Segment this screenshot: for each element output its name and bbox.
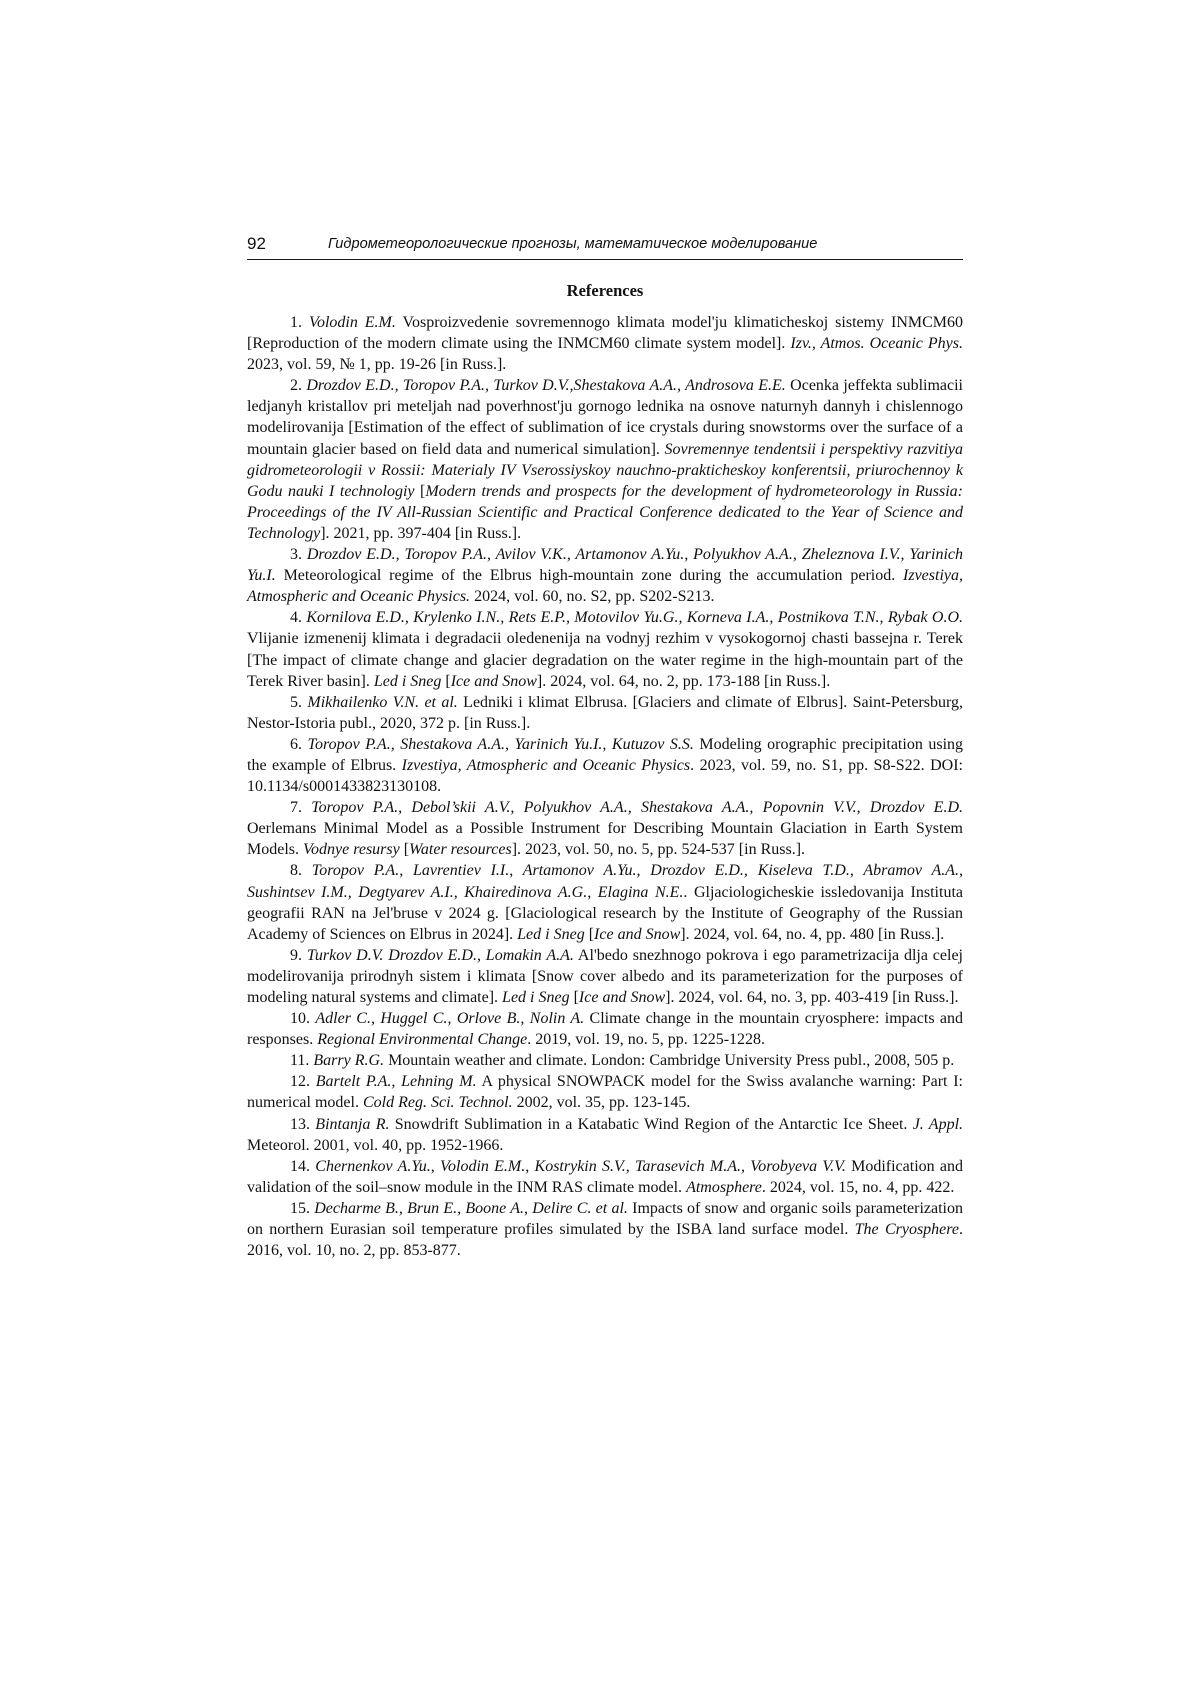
ref-source: Led i Sneg <box>502 989 570 1006</box>
ref-text: [ <box>441 672 451 690</box>
ref-authors: Drozdov E.D., Toropov P.A., Turkov D.V.,Shestakova A.A., Androsova E.E. <box>306 377 786 395</box>
ref-source: J. Appl. <box>912 1115 964 1133</box>
ref-number: 8. <box>290 862 302 880</box>
reference-item <box>247 1071 963 1113</box>
reference-item <box>247 607 963 691</box>
reference-item <box>247 1156 963 1198</box>
ref-text: Modification and validation of the soil–snow module in the INM RAS climate model. <box>247 1157 964 1196</box>
ref-source-translation: Ice and Snow <box>450 672 537 690</box>
ref-number: 6. <box>290 735 302 753</box>
ref-authors: Turkov D.V. Drozdov E.D., Lomakin A.A. <box>306 946 574 964</box>
ref-authors: Toropov P.A., Lavrentiev I.I., Artamonov A.Yu., Drozdov E.D., Kiseleva T.D., Abramov A.A., Sushintsev I.M., Degtyarev A.I., Khairedinova A.G., Elagina N.E. <box>247 862 964 901</box>
ref-text: [ <box>414 482 426 500</box>
ref-details: ]. 2024, vol. 64, no. 4, pp. 480 [in Russ.]. <box>680 925 945 943</box>
reference-item <box>247 797 963 860</box>
ref-source-translation: Ice and Snow <box>578 989 666 1006</box>
ref-number: 14. <box>290 1157 310 1175</box>
ref-details: . 2024, vol. 15, no. 4, pp. 422. <box>761 1178 955 1196</box>
ref-text: Vlijanie izmenenij klimata i degradacii oledenenija na vodnyj rezhim v vysokogornoj chasti bassejna r. Terek [The impact of climate change and glacier degradation on the water regime in the high-mountain part of the Terek River basin]. <box>247 630 963 690</box>
ref-number: 1. <box>290 314 302 331</box>
ref-text: Al'bedo snezhnogo pokrova i ego parametrizacija dlja celej modelirovanija prirodnyh sistem i klimata [Snow cover albedo and its parameterization for the purposes of modeling natural systems and climate]. <box>247 946 964 1006</box>
ref-text: Oerlemans Minimal Model as a Possible Instrument for Describing Mountain Glaciation in Earth System Models. <box>247 820 963 859</box>
ref-source: Atmosphere <box>686 1178 762 1196</box>
reference-item <box>247 375 963 544</box>
ref-authors: Toropov P.A., Shestakova A.A., Yarinich Yu.I., Kutuzov S.S. <box>307 735 694 753</box>
ref-source: Izvestiya, Atmospheric and Oceanic Physics <box>401 756 691 774</box>
ref-number: 13. <box>290 1115 310 1133</box>
ref-authors: Barry R.G. <box>313 1052 385 1070</box>
ref-authors: Volodin E.M. <box>308 314 396 331</box>
ref-source-translation: Water resources <box>409 841 512 859</box>
ref-authors: Chernenkov A.Yu., Volodin E.M., Kostrykin S.V., Tarasevich M.A., Vorobyeva V.V. <box>315 1157 846 1175</box>
ref-authors: Toropov P.A., Debol’skii A.V., Polyukhov A.A., Shestakova A.A., Popovnin V.V., Drozdov E.D. <box>311 799 964 817</box>
ref-source: Cold Reg. Sci. Technol. <box>362 1094 513 1112</box>
ref-text: Modeling orographic precipitation using the example of Elbrus. <box>247 735 964 774</box>
ref-number: 15. <box>290 1199 310 1217</box>
ref-number: 10. <box>290 1010 310 1028</box>
running-title: Гидрометеорологические прогнозы, математическое моделирование <box>328 236 818 252</box>
ref-details: 2023, vol. 59, № 1, pp. 19-26 [in Russ.]. <box>247 356 507 374</box>
ref-text: Impacts of snow and organic soils parameterization on northern Eurasian soil temperature profiles simulated by the ISBA land surface model. <box>247 1199 963 1239</box>
ref-number: 2. <box>290 377 302 395</box>
reference-item <box>247 860 963 944</box>
ref-text: [ <box>569 989 579 1006</box>
ref-source-translation: Ice and Snow <box>594 925 681 943</box>
ref-details: . 2019, vol. 19, no. 5, pp. 1225-1228. <box>527 1031 766 1049</box>
ref-text: Meteorological regime of the Elbrus high-mountain zone during the accumulation period. <box>275 567 904 585</box>
ref-number: 9. <box>290 946 302 964</box>
ref-authors: Adler C., Huggel C., Orlove B., Nolin A. <box>315 1010 585 1028</box>
ref-source: Regional Environmental Change <box>317 1031 528 1049</box>
ref-number: 12. <box>290 1073 310 1091</box>
reference-item <box>247 734 963 797</box>
ref-details: 2024, vol. 60, no. S2, pp. S202-S213. <box>470 588 715 606</box>
reference-list <box>247 312 963 1261</box>
ref-details: . 2016, vol. 10, no. 2, pp. 853-877. <box>247 1221 964 1260</box>
ref-details: . 2023, vol. 59, no. S1, pp. S8-S22. DOI: 10.1134/s0001433823130108. <box>247 756 963 796</box>
reference-item <box>247 945 963 1008</box>
ref-details: ]. 2024, vol. 64, no. 3, pp. 403-419 [in Russ.]. <box>665 989 959 1006</box>
ref-source: Izvestiya, Atmospheric and Oceanic Physics. <box>247 567 963 606</box>
ref-text: Snowdrift Sublimation in a Katabatic Wind Region of the Antarctic Ice Sheet. <box>389 1115 913 1133</box>
ref-details: 2002, vol. 35, pp. 123-145. <box>512 1094 691 1112</box>
ref-text: Ledniki i klimat Elbrusa. [Glaciers and climate of Elbrus]. Saint-Petersburg, Nestor-Istoria publ., 2020, 372 p. [in Russ.]. <box>247 693 964 732</box>
ref-details: ]. 2023, vol. 50, no. 5, pp. 524-537 [in Russ.]. <box>511 841 806 859</box>
ref-number: 3. <box>290 546 302 564</box>
ref-number: 4. <box>290 609 302 627</box>
ref-source: Vodnye resursy <box>303 841 400 859</box>
ref-details: Meteorol. 2001, vol. 40, pp. 1952-1966. <box>247 1136 504 1154</box>
reference-item <box>247 1114 963 1156</box>
ref-source: Izv., Atmos. Oceanic Phys. <box>790 335 963 353</box>
ref-details: ]. 2021, pp. 397-404 [in Russ.]. <box>320 524 522 542</box>
reference-item <box>247 1050 963 1071</box>
ref-number: 7. <box>290 799 302 817</box>
ref-authors: Mikhailenko V.N. et al. <box>307 693 458 711</box>
reference-item <box>247 312 963 375</box>
ref-text: Mountain weather and climate. London: Cambridge University Press publ., 2008, 505 p. <box>384 1052 955 1070</box>
ref-text: [ <box>584 925 595 943</box>
running-header <box>247 234 963 260</box>
page-number: 92 <box>247 234 266 253</box>
ref-text: Vosproizvedenie sovremennogo klimata model'ju klimaticheskoj sistemy INMCM60 [Reproduction of the modern climate using the INMCM60 climate system model]. <box>247 314 964 353</box>
reference-item <box>247 1198 963 1261</box>
ref-text: Climate change in the mountain cryosphere: impacts and responses. <box>247 1010 964 1049</box>
reference-item <box>247 544 963 607</box>
ref-source: Led i Sneg <box>517 925 585 943</box>
ref-text: [ <box>399 841 410 859</box>
reference-item <box>247 1008 963 1050</box>
ref-text: A physical SNOWPACK model for the Swiss avalanche warning: Part I: numerical model. <box>247 1073 963 1112</box>
ref-authors: Bartelt P.A., Lehning M. <box>315 1073 477 1091</box>
ref-authors: Kornilova E.D., Krylenko I.N., Rets E.P., Motovilov Yu.G., Korneva I.A., Postnikova T.N., Rybak O.O. <box>306 609 963 627</box>
references-heading: References <box>566 281 644 300</box>
ref-source: The Cryosphere <box>854 1221 960 1239</box>
ref-source-translation: Modern trends and prospects for the development of hydrometeorology in Russia: Proceedings of the IV All-Russian Scientific and Practical Conference dedicated to the Year of Science and Technology <box>247 482 964 542</box>
ref-number: 11. <box>290 1052 310 1070</box>
ref-authors: Bintanja R. <box>315 1115 390 1133</box>
ref-text: . Gljaciologicheskie issledovanija Instituta geografii RAN na Jel'bruse v 2024 g. [Glaciological research by the Institute of Geography of the Russian Academy of Sciences on Elbrus in 2024]. <box>247 883 963 943</box>
ref-details: ]. 2024, vol. 64, no. 2, pp. 173-188 [in Russ.]. <box>536 672 831 690</box>
ref-source: Sovremennye tendentsii i perspektivy razvitiya gidrometeorologii v Rossii: Materialy IV Vserossiyskoy nauchno-prakticheskoy konferentsii, priurochennoy k Godu nauki I technologiy <box>247 440 963 500</box>
ref-authors: Drozdov E.D., Toropov P.A., Avilov V.K., Artamonov A.Yu., Polyukhov A.A., Zheleznova I.V., Yarinich Yu.I. <box>247 546 964 585</box>
ref-authors: Decharme B., Brun E., Boone A., Delire C. et al. <box>314 1199 628 1217</box>
ref-number: 5. <box>290 693 302 711</box>
ref-source: Led i Sneg <box>373 672 442 690</box>
ref-text: Ocenka jeffekta sublimacii ledjanyh kristallov pri meteljah nad poverhnost'ju gornogo lednika na osnove naturnyh dannyh i chislennogo modelirovanija [Estimation of the effect of sublimation of ice crystals during snowstorms over the surface of a mountain glacier based on field data and numerical simulation]. <box>247 377 963 458</box>
reference-item <box>247 692 963 734</box>
